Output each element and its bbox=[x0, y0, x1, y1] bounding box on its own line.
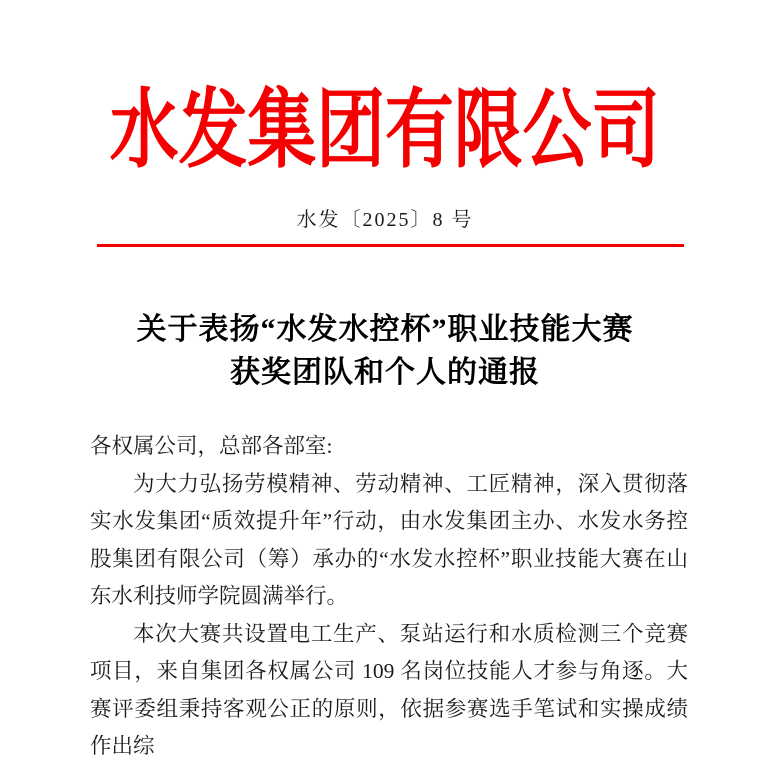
document-title-line2: 获奖团队和个人的通报 bbox=[230, 356, 540, 389]
document-title-line1: 关于表扬“水发水控杯”职业技能大赛 bbox=[136, 313, 634, 346]
header-divider-line bbox=[97, 244, 684, 247]
paragraph-2: 本次大赛共设置电工生产、泵站运行和水质检测三个竞赛项目，来自集团各权属公司 109 名岗位技能人才参与角逐。大赛评委组秉持客观公正的原则，依据参赛选手笔试和实操成绩作出综 bbox=[90, 621, 688, 758]
letterhead bbox=[0, 84, 770, 176]
document-body bbox=[90, 428, 688, 766]
org-name-heading: 水发集团有限公司 bbox=[109, 82, 661, 178]
document-title bbox=[0, 308, 770, 394]
paragraph-1: 为大力弘扬劳模精神、劳动精神、工匠精神，深入贯彻落实水发集团“质效提升年”行动，由水发集团主办、水发水务控股集团有限公司（筹）承办的“水发水控杯”职业技能大赛在山东水利技师学院圆满举行。 bbox=[90, 471, 688, 608]
salutation: 各权属公司，总部各部室: bbox=[90, 434, 333, 458]
doc-number: 水发〔2025〕8 号 bbox=[296, 209, 474, 231]
